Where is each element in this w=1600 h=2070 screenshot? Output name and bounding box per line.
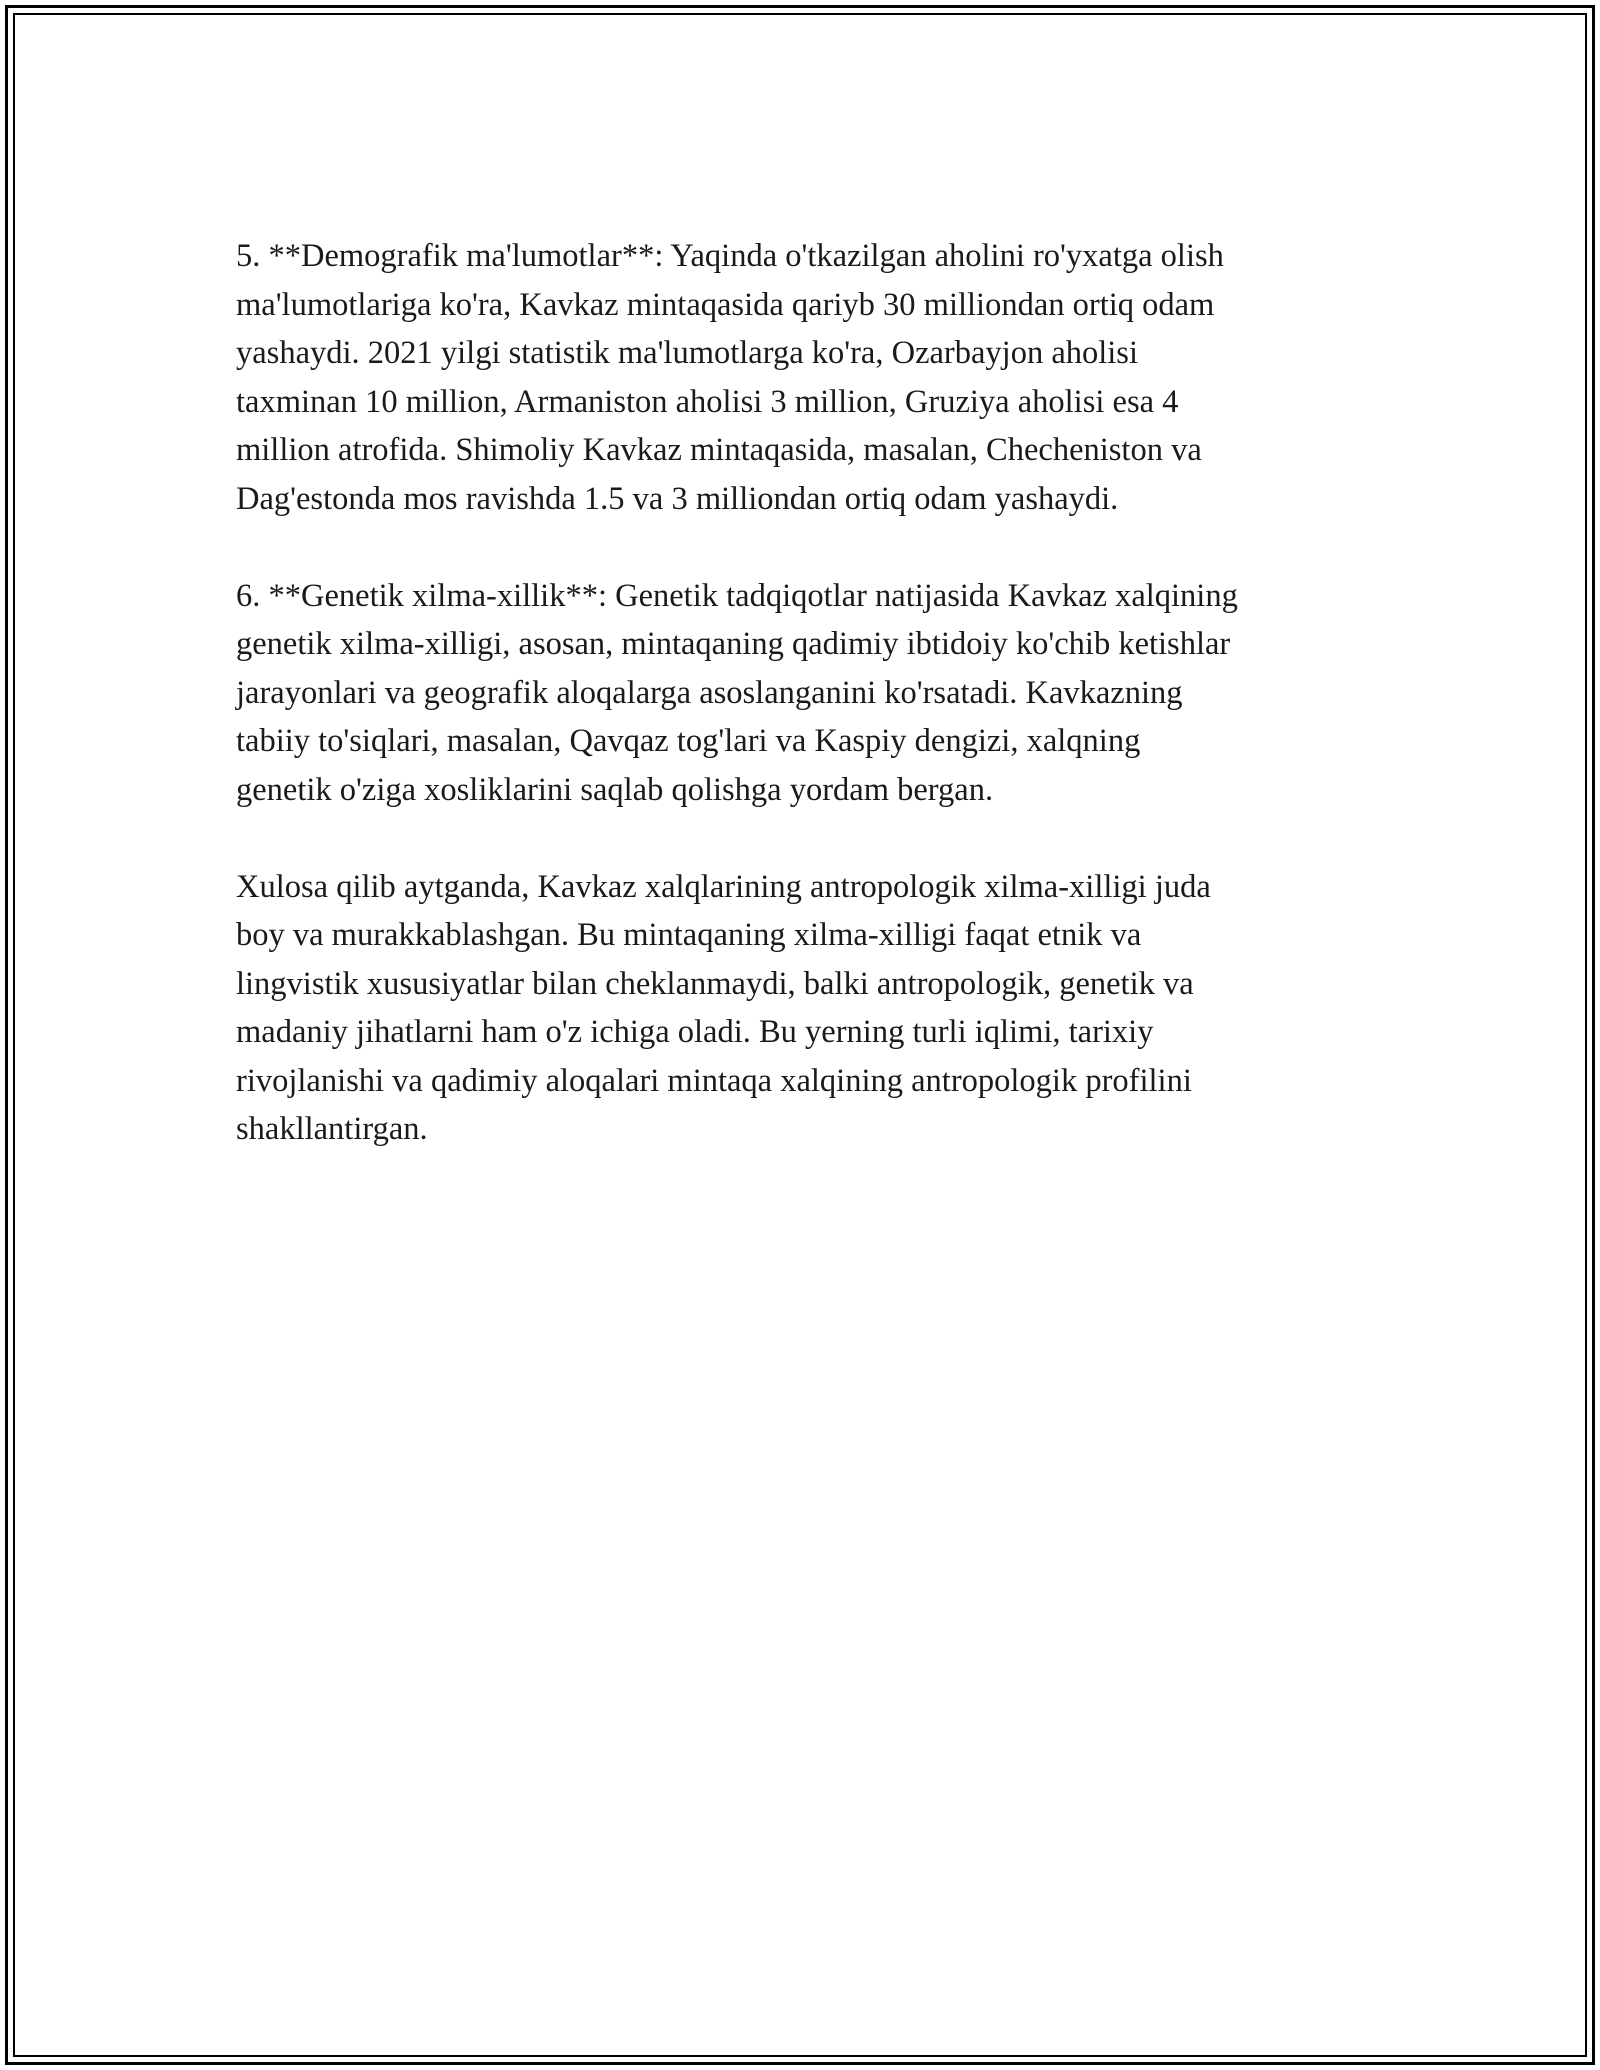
text-line: jarayonlari va geografik aloqalarga asoslanganini ko'rsatadi. Kavkazning (236, 674, 1183, 711)
text-line: Xulosa qilib aytganda, Kavkaz xalqlarining antropologik xilma-xilligi juda (236, 868, 1211, 905)
text-line: taxminan 10 million, Armaniston aholisi 3 million, Gruziya aholisi esa 4 (236, 383, 1179, 420)
text-line: million atrofida. Shimoliy Kavkaz mintaqasida, masalan, Checheniston va (236, 432, 1202, 468)
text-line: madaniy jihatlarni ham o'z ichiga oladi. Bu yerning turli iqlimi, tarixiy (236, 1014, 1154, 1050)
text-line: boy va murakkablashgan. Bu mintaqaning xilma-xilligi faqat etnik va (236, 917, 1142, 953)
paragraph-demographics (236, 232, 1386, 523)
document-body (236, 232, 1386, 1202)
text-line: 6. **Genetik xilma-xillik**: Genetik tadqiqotlar natijasida Kavkaz xalqining (236, 577, 1238, 614)
text-line: Dag'estonda mos ravishda 1.5 va 3 milliondan ortiq odam yashaydi. (236, 480, 1119, 517)
text-line: tabiiy to'siqlari, masalan, Qavqaz tog'lari va Kaspiy dengizi, xalqning (236, 723, 1141, 759)
text-line: shakllantirgan. (236, 1111, 428, 1147)
paragraph-conclusion (236, 863, 1386, 1154)
text-line: yashaydi. 2021 yilgi statistik ma'lumotlarga ko'ra, Ozarbayjon aholisi (236, 335, 1138, 371)
text-line: genetik xilma-xilligi, asosan, mintaqaning qadimiy ibtidoiy ko'chib ketishlar (236, 626, 1231, 662)
text-line: lingvistik xususiyatlar bilan cheklanmaydi, balki antropologik, genetik va (236, 965, 1194, 1002)
paragraph-genetics (236, 572, 1386, 815)
text-line: ma'lumotlariga ko'ra, Kavkaz mintaqasida qariyb 30 milliondan ortiq odam (236, 286, 1215, 323)
text-line: 5. **Demografik ma'lumotlar**: Yaqinda o'tkazilgan aholini ro'yxatga olish (236, 238, 1224, 274)
text-line: genetik o'ziga xosliklarini saqlab qolishga yordam bergan. (236, 771, 994, 808)
text-line: rivojlanishi va qadimiy aloqalari mintaqa xalqining antropologik profilini (236, 1062, 1192, 1099)
